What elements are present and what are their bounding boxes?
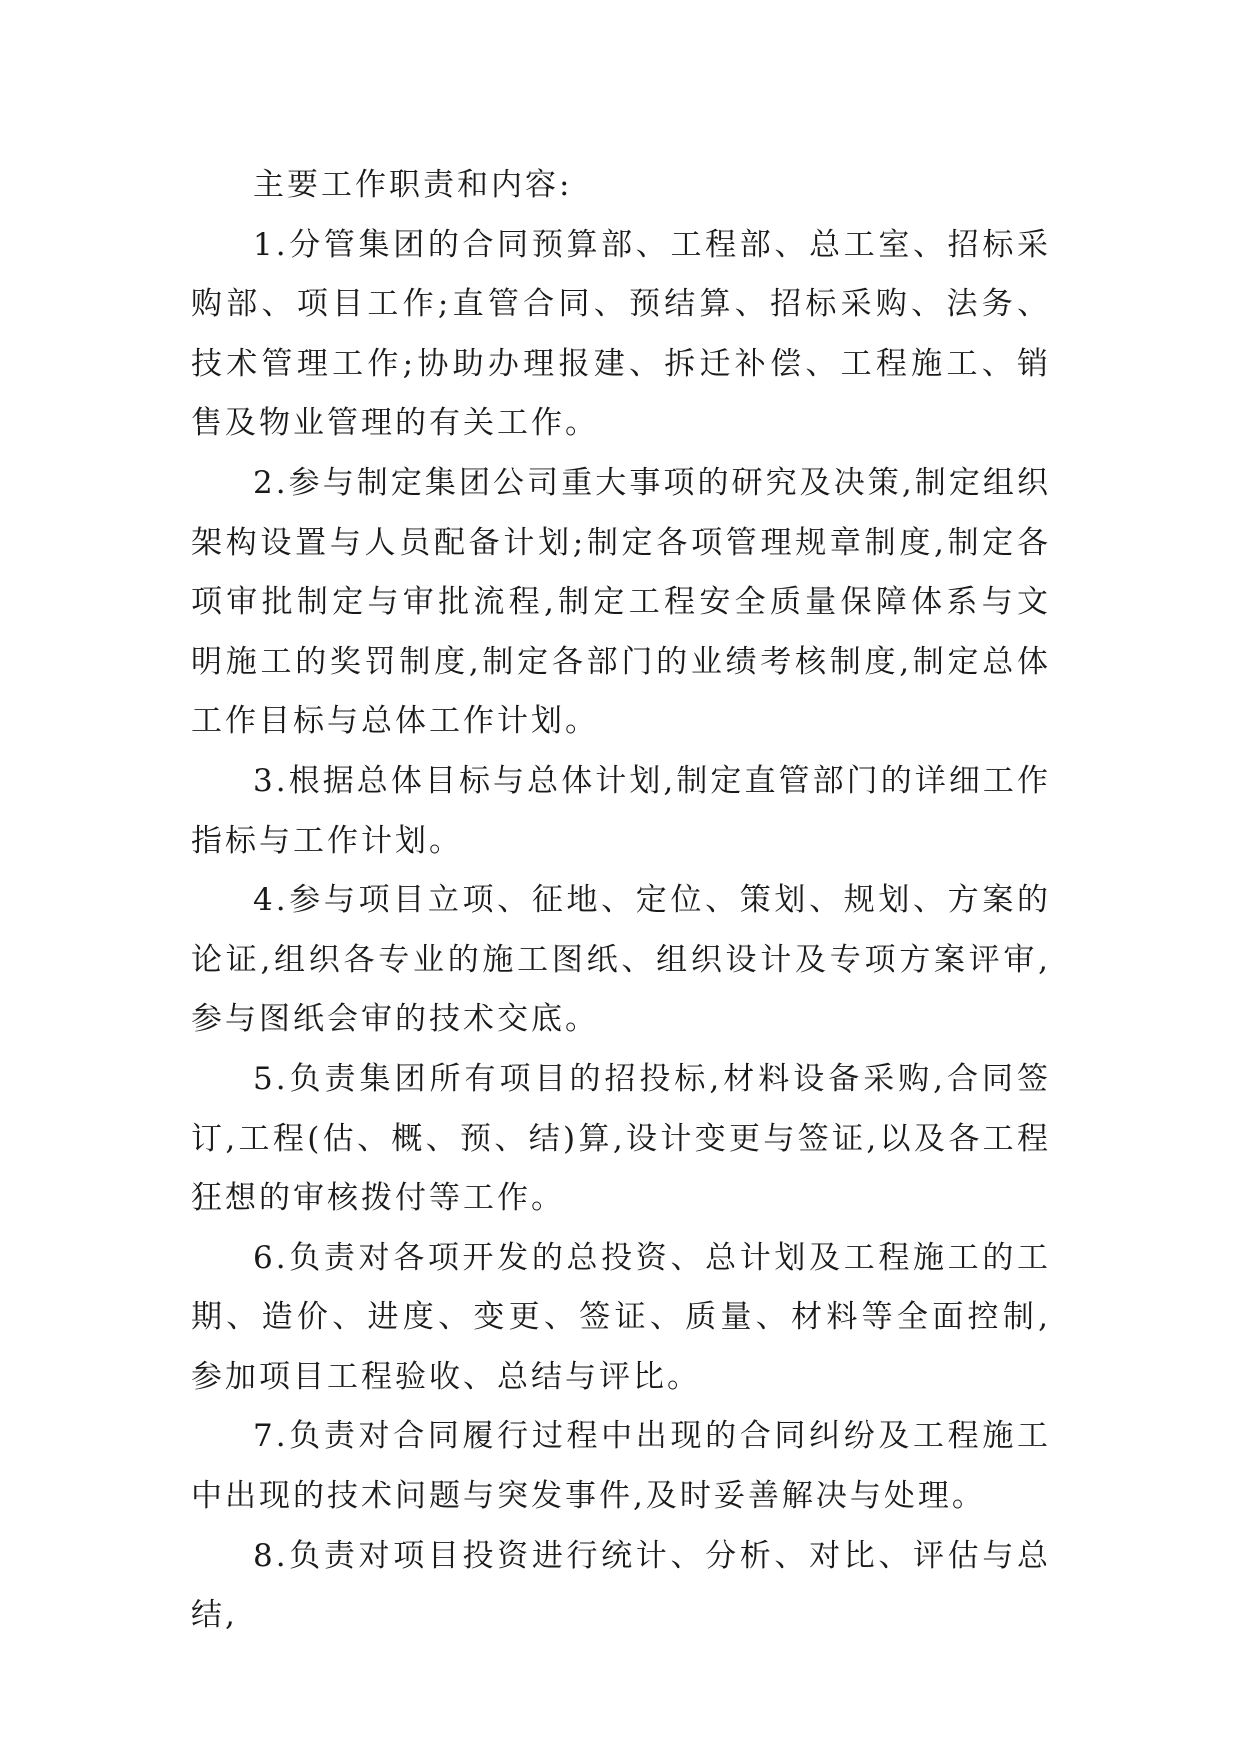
duty-item-6: 6.负责对各项开发的总投资、总计划及工程施工的工期、造价、进度、变更、签证、质量、材料等全面控制,参加项目工程验收、总结与评比。: [191, 1239, 1051, 1395]
document-body: [191, 156, 1051, 1646]
duty-item-8: 8.负责对项目投资进行统计、分析、对比、评估与总结,: [191, 1537, 1051, 1634]
duty-item-1: 1.分管集团的合同预算部、工程部、总工室、招标采购部、项目工作;直管合同、预结算、招标采购、法务、技术管理工作;协助办理报建、拆迁补偿、工程施工、销售及物业管理的有关工作。: [191, 226, 1051, 442]
duty-item-7: 7.负责对合同履行过程中出现的合同纠纷及工程施工中出现的技术问题与突发事件,及时妥善解决与处理。: [191, 1418, 1051, 1515]
section-heading: 主要工作职责和内容:: [253, 167, 573, 203]
duty-item-3: 3.根据总体目标与总体计划,制定直管部门的详细工作指标与工作计划。: [191, 762, 1051, 859]
duty-item-4: 4.参与项目立项、征地、定位、策划、规划、方案的论证,组织各专业的施工图纸、组织设计及专项方案评审,参与图纸会审的技术交底。: [191, 882, 1051, 1038]
duty-item-2: 2.参与制定集团公司重大事项的研究及决策,制定组织架构设置与人员配备计划;制定各项管理规章制度,制定各项审批制定与审批流程,制定工程安全质量保障体系与文明施工的奖罚制度,制定各部门的业绩考核制度,制定总体工作目标与总体工作计划。: [191, 464, 1051, 740]
duty-item-5: 5.负责集团所有项目的招投标,材料设备采购,合同签订,工程(估、概、预、结)算,设计变更与签证,以及各工程狂想的审核拨付等工作。: [191, 1060, 1051, 1217]
